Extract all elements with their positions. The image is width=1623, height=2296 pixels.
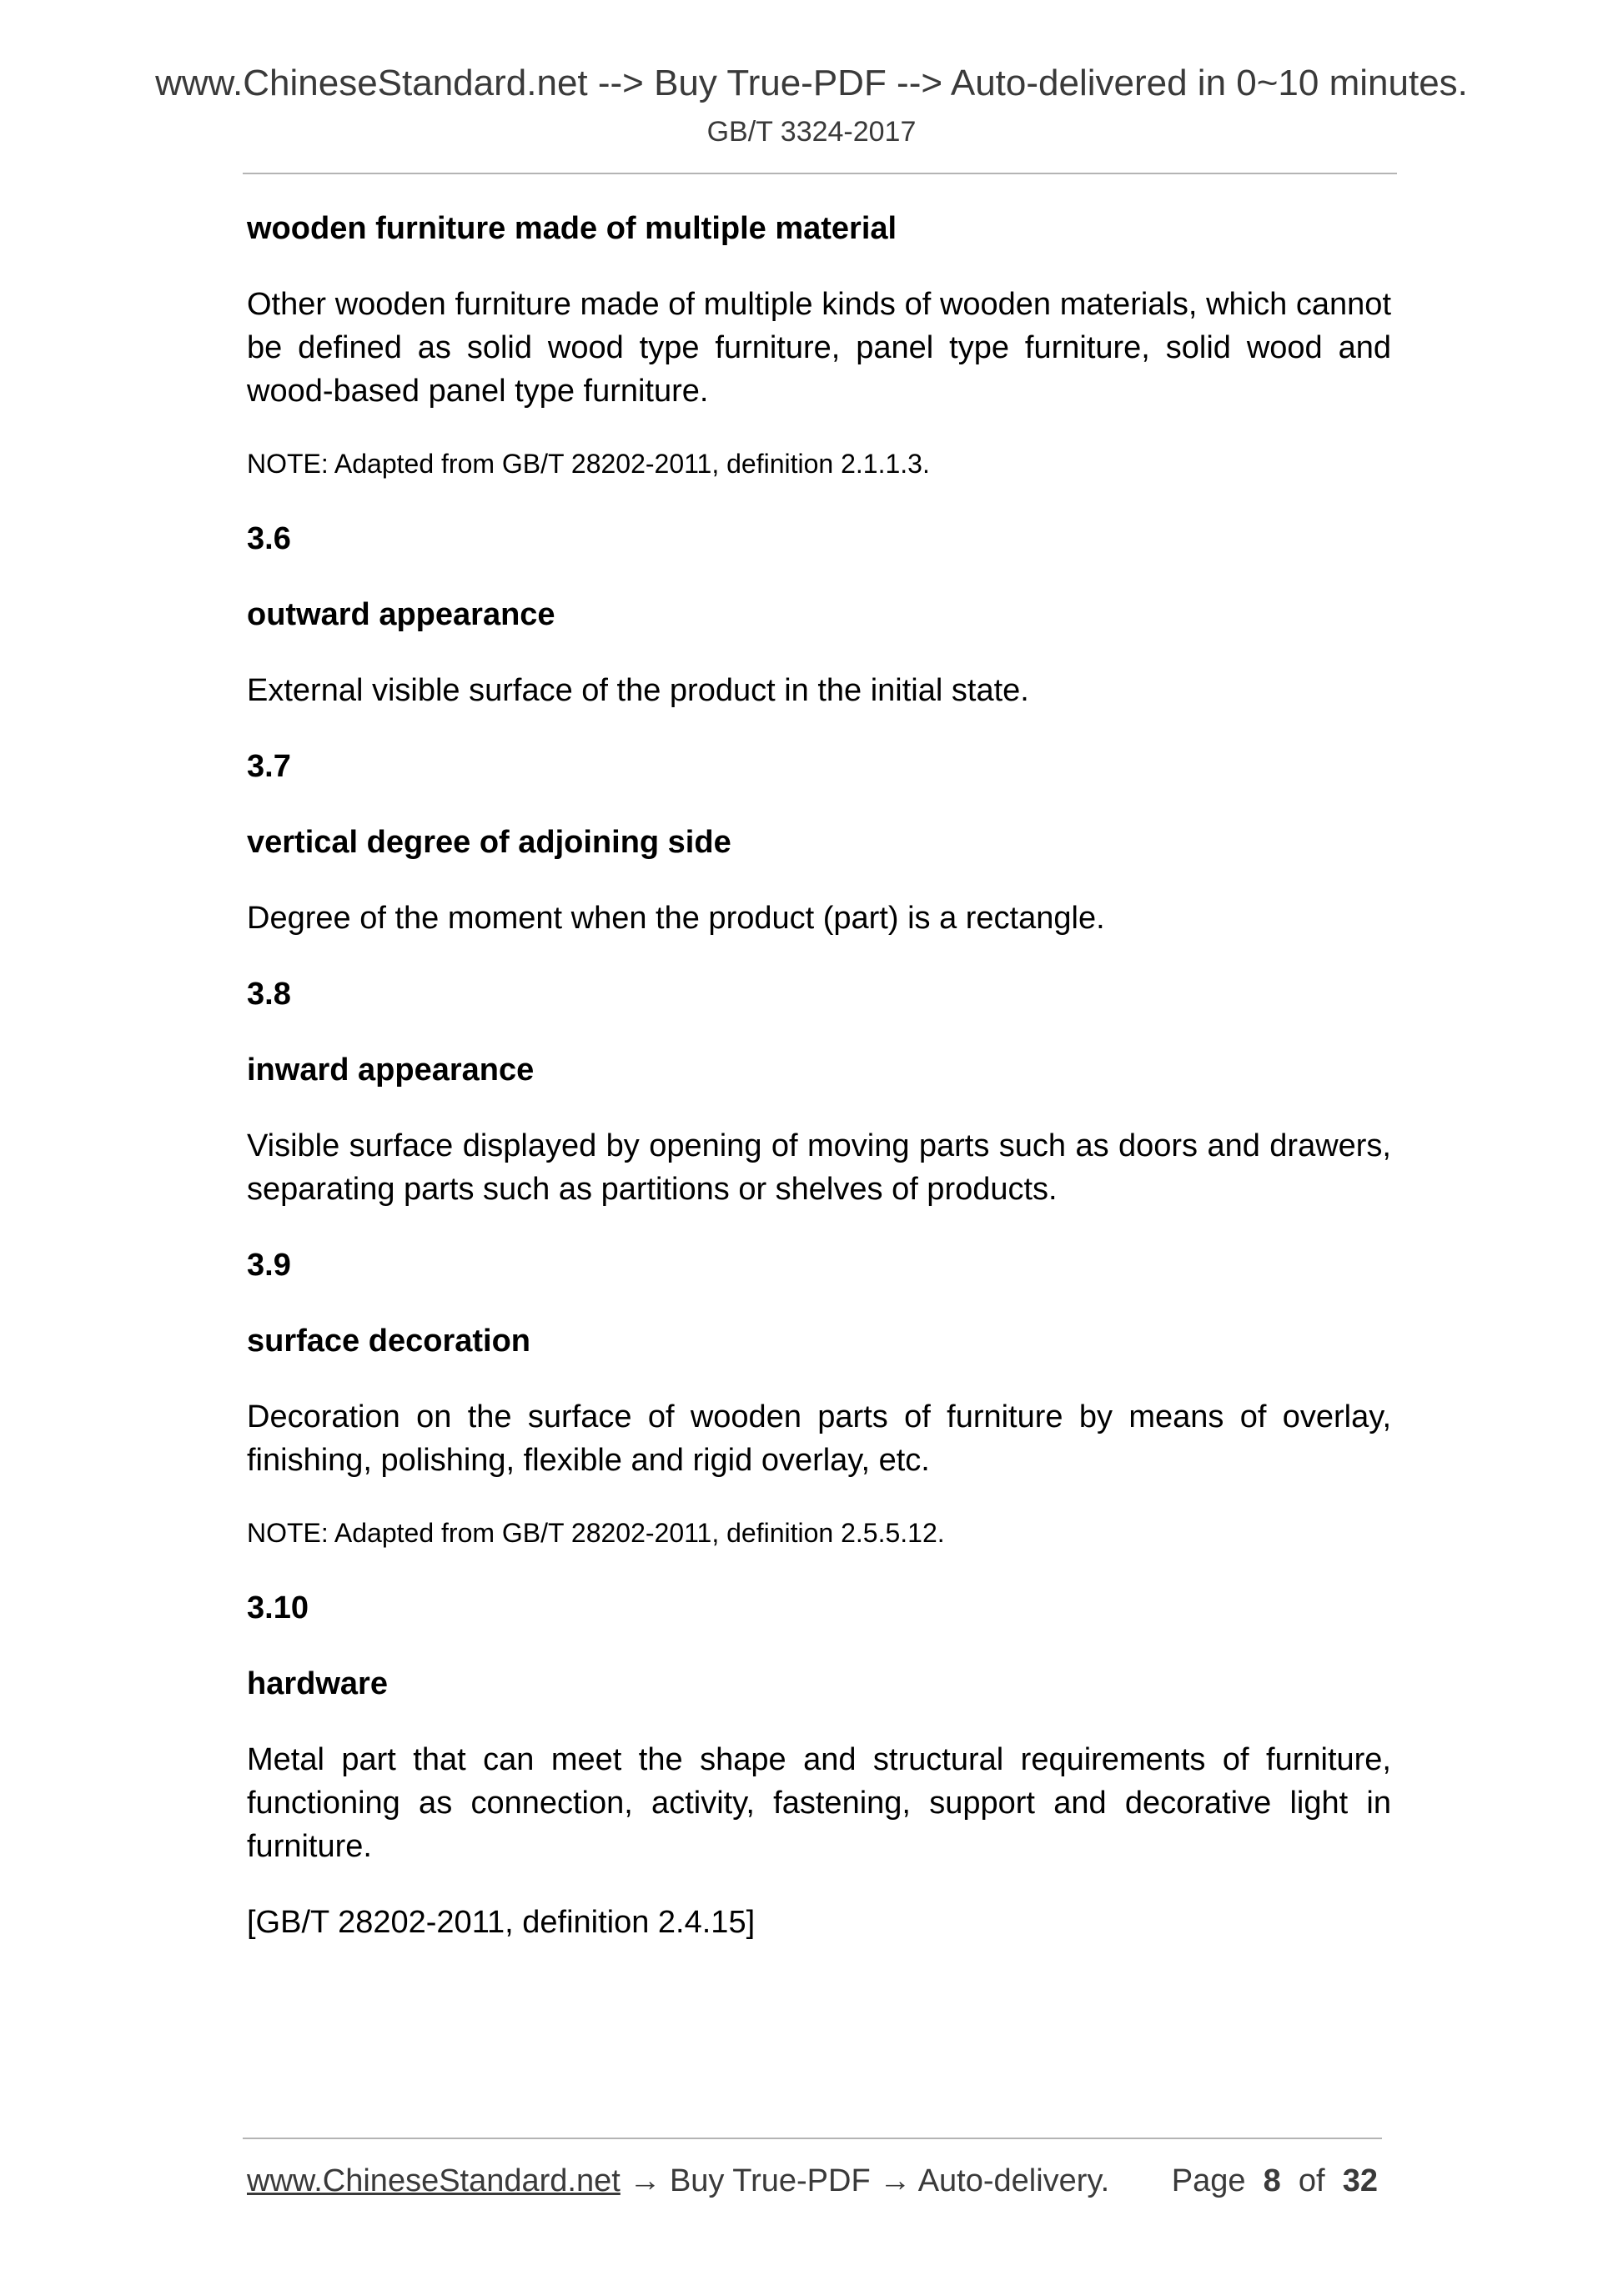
- reference-citation: [GB/T 28202-2011, definition 2.4.15]: [247, 1905, 756, 1940]
- term-surface-decoration: surface decoration: [247, 1324, 530, 1359]
- definition-paragraph: Other wooden furniture made of multiple kinds of wooden materials, which cannot be defined as solid wood type furniture, panel type furniture, solid wood and wood-based panel type furniture.: [247, 287, 1391, 409]
- page-indicator: [1172, 2160, 1378, 2202]
- definition-paragraph: Visible surface displayed by opening of moving parts such as doors and drawers, separating parts such as partitions or shelves of products.: [247, 1128, 1391, 1207]
- clause-number-3-9: 3.9: [247, 1248, 291, 1283]
- footer-divider: [243, 2138, 1382, 2139]
- clause-number-3-7: 3.7: [247, 749, 291, 784]
- document-body: [247, 207, 1391, 1977]
- definition-paragraph: Decoration on the surface of wooden parts of furniture by means of overlay, finishing, polishing, flexible and rigid overlay, etc.: [247, 1399, 1391, 1478]
- footer-promo-text: → Buy True-PDF → Auto-delivery.: [620, 2163, 1110, 2198]
- page-number: 8: [1263, 2163, 1281, 2198]
- clause-number-3-6: 3.6: [247, 521, 291, 556]
- page-total: 32: [1342, 2163, 1378, 2198]
- page-label: Page: [1171, 2163, 1246, 2198]
- note-paragraph: NOTE: Adapted from GB/T 28202-2011, definition 2.1.1.3.: [247, 449, 930, 479]
- definition-paragraph: Degree of the moment when the product (part) is a rectangle.: [247, 901, 1105, 936]
- footer-site-link[interactable]: www.ChineseStandard.net: [247, 2163, 621, 2198]
- of-label: of: [1298, 2163, 1325, 2198]
- definition-paragraph: Metal part that can meet the shape and structural requirements of furniture, functioning as connection, activity, fastening, support and decorative light in furniture.: [247, 1742, 1391, 1864]
- term-hardware: hardware: [247, 1666, 388, 1701]
- header-banner: www.ChineseStandard.net --> Buy True-PDF --> Auto-delivered in 0~10 minutes.: [155, 63, 1468, 103]
- definition-paragraph: External visible surface of the product in the initial state.: [247, 673, 1029, 708]
- term-inward-appearance: inward appearance: [247, 1053, 535, 1088]
- clause-number-3-10: 3.10: [247, 1590, 309, 1625]
- standard-number: GB/T 3324-2017: [706, 116, 917, 148]
- header-divider: [243, 173, 1397, 174]
- footer-promo: [247, 2160, 1109, 2202]
- page-footer: [247, 2160, 1383, 2202]
- term-wooden-furniture-multiple-material: wooden furniture made of multiple material: [247, 211, 897, 246]
- term-outward-appearance: outward appearance: [247, 597, 555, 632]
- clause-number-3-8: 3.8: [247, 977, 291, 1012]
- term-vertical-degree: vertical degree of adjoining side: [247, 825, 731, 860]
- note-paragraph: NOTE: Adapted from GB/T 28202-2011, definition 2.5.5.12.: [247, 1518, 945, 1548]
